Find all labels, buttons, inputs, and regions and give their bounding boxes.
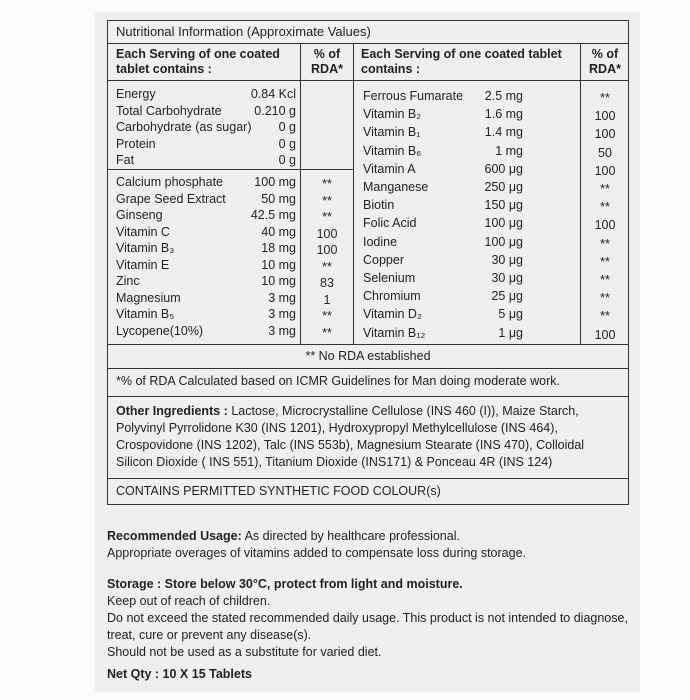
energy-row-amount: 0.84 Kcl <box>250 87 296 101</box>
nutrient-name: Folic Acid <box>363 216 417 231</box>
nutrient-name: Vitamin B₁ <box>363 125 421 140</box>
usage-section <box>107 528 632 683</box>
nutrient-amount: 10 mg <box>261 274 296 288</box>
no-rda-note: ** No RDA established <box>108 345 628 369</box>
nutrient-rda: ** <box>322 325 332 340</box>
nutrient-rda: 100 <box>594 109 616 124</box>
nutrient-name: Biotin <box>363 198 395 213</box>
other-ingredients <box>108 397 628 479</box>
nutrient-rda: ** <box>322 193 332 208</box>
net-qty: Net Qty : 10 X 15 Tablets <box>107 667 252 681</box>
nutrient-name: Iodine <box>363 234 398 249</box>
nutrient-name: Vitamin E <box>116 257 170 272</box>
nutrient-amount: 100 μg <box>484 216 523 231</box>
nutrient-rda: ** <box>322 210 332 224</box>
nutrient-rda: 1 <box>323 292 331 307</box>
overages-text: Appropriate overages of vitamins added to compensate loss during storage. <box>107 546 526 560</box>
nutrient-rda: ** <box>322 177 332 191</box>
other-ingredients-text: Lactose, Microcrystalline Cellulose (INS 460 (I)), Maize Starch, Polyvinyl Pyrrolidone K30 (INS 1201), Hydroxypropyl Methylcellulose (INS 464), Crospovidone (INS 1202), Talc (INS 553b), Magnesium Stearate (INS 470), Colloidal Silicon Dioxide ( INS 551), Titanium Dioxide (INS171) & Ponceau 4R (INS 124) <box>116 404 585 469</box>
energy-row-amount: 0 g <box>278 136 296 151</box>
nutrient-amount: 3 mg <box>268 290 296 305</box>
other-ingredients-label: Other Ingredients : <box>116 404 228 418</box>
energy-row-name: Carbohydrate (as sugar) <box>116 120 252 134</box>
right-serving-header: Each Serving of one coated tablet contains : <box>361 47 562 76</box>
nutrient-name: Vitamin B₃ <box>116 241 175 255</box>
substitute-text: Should not be used as a substitute for varied diet. <box>107 645 382 659</box>
nutrient-name: Vitamin C <box>116 224 170 239</box>
row-divider <box>353 80 628 81</box>
row-divider <box>108 80 353 81</box>
nutrient-rda: 83 <box>320 276 334 290</box>
nutrient-amount: 600 μg <box>484 161 523 176</box>
nutrient-rda: 100 <box>594 163 616 178</box>
nutrient-grid <box>108 44 628 345</box>
nutrient-amount: 30 μg <box>491 252 523 267</box>
nutrient-amount: 10 mg <box>261 257 296 272</box>
usage-line <box>107 528 632 545</box>
nutrient-name: Vitamin D₂ <box>363 307 422 322</box>
nutrient-rda: ** <box>600 291 610 306</box>
energy-row-name: Total Carbohydrate <box>116 103 222 118</box>
storage-line <box>107 576 632 593</box>
energy-row-name: Energy <box>116 87 156 101</box>
nutrient-amount: 100 μg <box>484 234 523 249</box>
nutrient-amount: 150 μg <box>484 198 523 213</box>
col-divider <box>300 44 301 344</box>
storage-label: Storage : Store below 30°C, protect from light and moisture. <box>107 577 463 591</box>
nutrient-rda: ** <box>322 259 332 274</box>
nutrient-rda: 100 <box>316 226 338 241</box>
nutrient-name: Ferrous Fumarate <box>363 89 464 103</box>
nutrient-rda: ** <box>600 236 610 251</box>
nutrient-rda: 50 <box>598 145 612 160</box>
col-divider <box>353 44 354 344</box>
rda-note: *% of RDA Calculated based on ICMR Guidelines for Man doing moderate work. <box>108 369 628 397</box>
nutrient-amount: 2.5 mg <box>484 89 523 103</box>
nutrient-rda: ** <box>322 309 332 323</box>
right-rda-header: % of RDA* <box>589 47 621 76</box>
nutrient-rda: 100 <box>316 243 338 257</box>
nutrient-rda: ** <box>600 182 610 196</box>
nutrient-name: Chromium <box>363 289 421 304</box>
nutrient-rda: 100 <box>594 127 616 142</box>
nutrient-rda: ** <box>600 200 610 215</box>
usage-label: Recommended Usage: <box>107 529 242 543</box>
nutrient-rda: ** <box>600 309 610 324</box>
nutrient-amount: 50 mg <box>261 191 296 206</box>
energy-row-name: Fat <box>116 153 135 167</box>
nutrient-name: Manganese <box>363 180 429 194</box>
nutrient-amount: 1 mg <box>495 143 523 158</box>
nutrient-rda: ** <box>600 254 610 269</box>
left-rda-header: % of RDA* <box>311 47 343 76</box>
nutrient-name: Magnesium <box>116 290 181 305</box>
nutrient-name: Vitamin B₆ <box>363 143 422 158</box>
nutrient-rda: 100 <box>594 327 616 342</box>
disclaimer-text: Do not exceed the stated recommended daily usage. This product is not intended to diagnose, treat, cure or prevent any disease(s). <box>107 611 628 642</box>
row-divider <box>108 169 353 170</box>
nutrient-amount: 25 μg <box>491 289 523 304</box>
energy-row-amount: 0 g <box>278 153 296 167</box>
energy-row-amount: 0.210 g <box>254 103 296 118</box>
nutrient-amount: 100 mg <box>254 175 296 189</box>
energy-row-amount: 0 g <box>278 120 296 134</box>
nutrient-name: Calcium phosphate <box>116 175 224 189</box>
nutrient-amount: 42.5 mg <box>250 208 296 222</box>
colour-note: CONTAINS PERMITTED SYNTHETIC FOOD COLOUR(s) <box>116 484 441 498</box>
nutrient-name: Vitamin A <box>363 161 416 176</box>
nutrient-rda: 100 <box>594 218 616 233</box>
net-qty-line <box>107 666 632 683</box>
nutrient-amount: 3 mg <box>268 307 296 321</box>
nutrient-amount: 250 μg <box>484 180 523 194</box>
nutrient-amount: 1.6 mg <box>484 107 523 122</box>
nutrient-amount: 40 mg <box>261 224 296 239</box>
nutrient-amount: 3 mg <box>268 323 296 338</box>
nutrient-amount: 1.4 mg <box>484 125 523 140</box>
nutrient-name: Ginseng <box>116 208 163 222</box>
nutrient-name: Selenium <box>363 271 416 285</box>
table-title: Nutritional Information (Approximate Values) <box>108 21 628 44</box>
nutrient-name: Grape Seed Extract <box>116 191 226 206</box>
nutrition-table <box>107 20 629 505</box>
nutrient-name: Lycopene(10%) <box>116 323 204 338</box>
nutrient-name: Vitamin B₂ <box>363 107 422 122</box>
usage-text: As directed by healthcare professional. <box>244 529 460 543</box>
nutrient-name: Vitamin B₅ <box>116 307 175 321</box>
nutrient-amount: 5 μg <box>498 307 523 322</box>
nutrient-name: Zinc <box>116 274 140 288</box>
nutrient-amount: 1 μg <box>498 325 523 340</box>
col-divider <box>580 44 581 344</box>
nutrient-rda: ** <box>600 273 610 287</box>
nutrient-rda: ** <box>600 91 610 105</box>
left-serving-header: Each Serving of one coated tablet contains : <box>116 47 280 76</box>
nutrient-name: Copper <box>363 252 404 267</box>
keep-out-text: Keep out of reach of children. <box>107 594 271 608</box>
nutrient-amount: 30 μg <box>491 271 523 285</box>
nutrient-amount: 18 mg <box>261 241 296 255</box>
energy-row-name: Protein <box>116 136 156 151</box>
label-panel <box>95 12 640 692</box>
nutrient-name: Vitamin B₁₂ <box>363 325 426 340</box>
